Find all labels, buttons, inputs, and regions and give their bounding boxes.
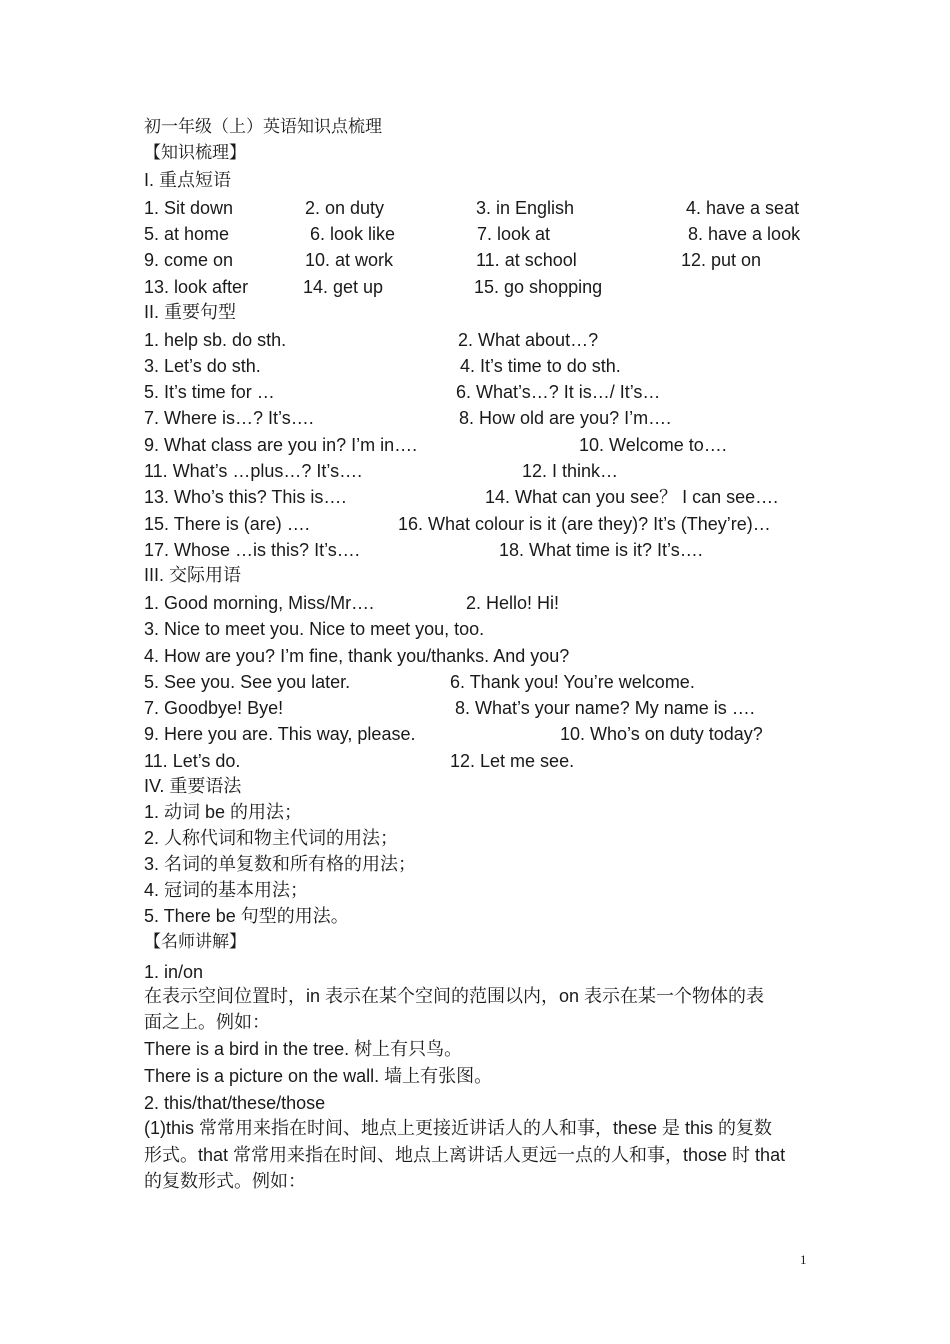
pattern-item: 1. help sb. do sth. [144,330,287,350]
phrase-item: 5. at home [144,224,230,244]
example-sentence: There is a picture on the wall. 墙上有张图。 [144,1066,493,1086]
phrase-item: 1. Sit down [144,198,234,218]
pattern-item: 8. How old are you? I’m…. [459,408,672,428]
point-description: 形式。that 常常用来指在时间、地点上离讲话人更远一点的人和事，those 时 that [144,1145,786,1165]
grammar-item: 1. 动词 be 的用法； [144,802,303,822]
expression-item: 6. Thank you! You’re welcome. [450,672,695,692]
phrase-item: 13. look after [144,277,249,297]
point-heading: 1. in/on [144,962,204,982]
expression-item: 3. Nice to meet you. Nice to meet you, too. [144,619,485,639]
point-description: (1)this 常常用来指在时间、地点上更接近讲话人的人和事，these 是 this 的复数 [144,1118,773,1138]
pattern-item: 16. What colour is it (are they)? It’s (They’re)… [398,514,771,534]
pattern-item: 5. It’s time for … [144,382,275,402]
pattern-item: 6. What’s…? It is…/ It’s… [456,382,661,402]
document-title: 初一年级（上）英语知识点梳理 [144,117,382,137]
grammar-item: 5. There be 句型的用法。 [144,906,349,926]
point-description: 面之上。例如： [144,1012,270,1032]
phrase-item: 15. go shopping [474,277,603,297]
pattern-item: 3. Let’s do sth. [144,356,261,376]
section-heading-knowledge: 【知识梳理】 [144,143,246,163]
phrase-item: 9. come on [144,250,234,270]
s2-heading: II. 重要句型 [144,302,237,322]
expression-item: 12. Let me see. [450,751,575,771]
pattern-item: 12. I think… [522,461,619,481]
phrase-item: 8. have a look [688,224,801,244]
phrase-item: 11. at school [476,250,577,270]
pattern-item: 10. Welcome to…. [579,435,727,455]
expression-item: 10. Who’s on duty today? [560,724,763,744]
pattern-item: 9. What class are you in? I’m in…. [144,435,418,455]
page-number: 1 [800,1252,807,1267]
pattern-item: 14. What can you see？ I can see…. [485,487,779,507]
expression-item: 11. Let’s do. [144,751,241,771]
phrase-item: 2. on duty [305,198,385,218]
section-heading-teacher: 【名师讲解】 [144,932,246,952]
pattern-item: 2. What about…? [458,330,599,350]
expression-item: 1. Good morning, Miss/Mr…. [144,593,375,613]
s4-heading: IV. 重要语法 [144,776,242,796]
phrase-item: 4. have a seat [686,198,800,218]
phrase-item: 6. look like [310,224,396,244]
pattern-item: 18. What time is it? It’s…. [499,540,703,560]
pattern-item: 17. Whose …is this? It’s…. [144,540,360,560]
point-heading: 2. this/that/these/those [144,1093,326,1113]
phrase-item: 14. get up [303,277,384,297]
point-description: 的复数形式。例如： [144,1171,306,1191]
pattern-item: 11. What’s …plus…? It’s…. [144,461,363,481]
expression-item: 9. Here you are. This way, please. [144,724,416,744]
s1-heading: I. 重点短语 [144,170,232,190]
pattern-item: 7. Where is…? It’s…. [144,408,314,428]
expression-item: 5. See you. See you later. [144,672,351,692]
phrase-item: 10. at work [305,250,394,270]
grammar-item: 4. 冠词的基本用法； [144,880,309,900]
phrase-item: 3. in English [476,198,575,218]
pattern-item: 4. It’s time to do sth. [460,356,621,376]
grammar-item: 3. 名词的单复数和所有格的用法； [144,854,417,874]
expression-item: 2. Hello! Hi! [466,593,560,613]
pattern-item: 13. Who’s this? This is…. [144,487,347,507]
expression-item: 4. How are you? I’m fine, thank you/thanks. And you? [144,646,570,666]
grammar-item: 2. 人称代词和物主代词的用法； [144,828,399,848]
example-sentence: There is a bird in the tree. 树上有只鸟。 [144,1039,463,1059]
expression-item: 8. What’s your name? My name is …. [455,698,755,718]
phrase-item: 12. put on [681,250,762,270]
phrase-item: 7. look at [477,224,551,244]
expression-item: 7. Goodbye! Bye! [144,698,284,718]
s3-heading: III. 交际用语 [144,565,242,585]
point-description: 在表示空间位置时，in 表示在某个空间的范围以内，on 表示在某一个物体的表 [144,986,765,1006]
pattern-item: 15. There is (are) …. [144,514,310,534]
